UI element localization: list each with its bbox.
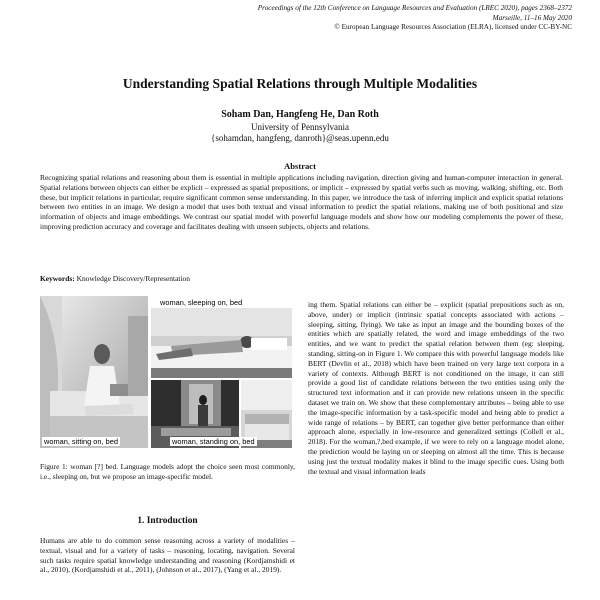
paper-title: Understanding Spatial Relations through Multiple Modalities	[122, 76, 478, 91]
keywords-label: Keywords:	[40, 274, 75, 283]
abstract-heading: Abstract	[284, 161, 316, 171]
label-standing: woman, standing on, bed	[172, 437, 255, 446]
introduction-heading: 1. Introduction	[137, 516, 198, 526]
photo-sitting	[40, 296, 148, 448]
abstract-text: Recognizing spatial relations and reasoning about them is essential in multiple applications including navigation, direction giving and human-computer interaction in general. Spatial relations between objects can either be explicit – expressed as spatial prepositions, or implicit – expressed by spatial verbs such as moving, walking, shifting, etc. Both these, but implicit relations in particular, require significant common sense understanding. In this paper, we introduce the task of inferring implicit and explicit spatial relations between two entities in an image. We design a model that uses both textual and visual information to predict the spatial relations, making use of both positional and size information of objects and image embeddings. We contrast our spatial model with powerful language models and show how our modeling complements the power of these, improving prediction accuracy and coverage and facilitates dealing with unseen subjects, objects and relations.	[40, 173, 563, 231]
figure-caption: Figure 1: woman [?] bed. Language models adopt the choice seen most commonly, i.e., sleeping on, but we propose an image-specific model.	[40, 462, 295, 481]
proceedings-header	[232, 4, 572, 33]
photo-sleeping	[151, 308, 292, 378]
author-list: Soham Dan, Hangfeng He, Dan Roth	[221, 109, 379, 120]
keywords-value: Knowledge Discovery/Representation	[74, 274, 190, 283]
header-line-3: © European Language Resources Association (ELRA), licensed under CC-BY-NC	[334, 23, 572, 32]
figure-1	[40, 296, 292, 448]
label-sitting: woman, sitting on, bed	[44, 437, 118, 446]
keywords	[40, 274, 190, 283]
right-column-text: ing them. Spatial relations can either be – explicit (spatial prepositions such as on, above, under) or implicit (intrinsic spatial concepts associated with actions – sleeping, sitting, flying). We take as input an image and the bounding boxes of the entities which are spatially related, the word and image embeddings of the two entities, and we want to predict the spatial relation between them (eg: sleeping, standing, sitting-on in Figure 1. We compare this with powerful language models like BERT (Devlin et al., 2018) which have been trained on very large text corpora in a variety of contexts. Although BERT is not conditioned on the image, it can still provide a good list of candidate relations between the two entities using only the structured text information and it can provide new relations unseen in the specific dataset we train on. We show that these complementary attributes – being able to use the image-specific information by a task-specific model and being able to predict a wide range of relations – by BERT, can together give better performance than either approach alone, especially in low-resource and generalized settings (Collell et al., 2018). For the woman,?,bed example, if we were to rely on a language model alone, the prediction would be laying on or sleeping on almost all the time. This is because using just the textual modality makes it blind to the image specific cues. Using both the textual and visual information leads	[308, 300, 564, 476]
affiliation: University of Pennsylvania	[251, 122, 349, 132]
introduction-text: Humans are able to do common sense reasoning across a variety of modalities – textual, visual and for a variety of tasks – reasoning, locating, navigation. Several such tasks require spatial knowledge understanding and reasoning (Kordjamshidi et al., 2010), (Kordjamshidi et al., 2011), (Johnson et al., 2017), (Yang et al., 2019).	[40, 536, 295, 575]
header-line-1: Proceedings of the 12th Conference on Language Resources and Evaluation (LREC 2020), pages 2368–2372	[257, 4, 572, 12]
author-emails: {sohamdan, hangfeng, danroth}@seas.upenn.edu	[211, 133, 389, 143]
label-sleeping: woman, sleeping on, bed	[160, 298, 243, 307]
header-line-2: Marseille, 11–16 May 2020	[492, 13, 572, 22]
